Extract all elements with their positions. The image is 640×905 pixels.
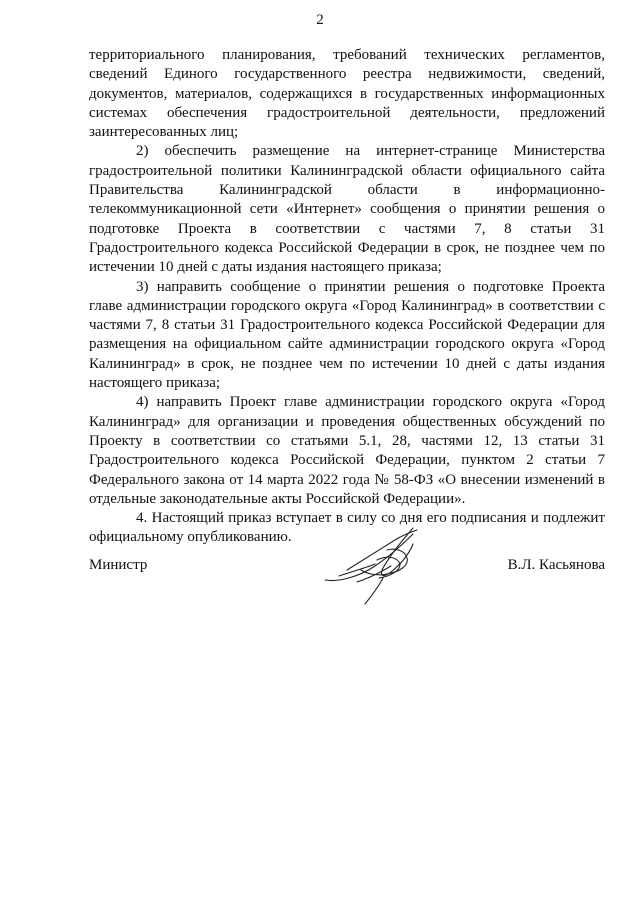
- handwritten-signature: [317, 520, 437, 610]
- signatory-name: В.Л. Касьянова: [507, 557, 605, 573]
- document-body: [89, 46, 605, 548]
- page-number: 2: [316, 12, 324, 28]
- paragraph-continuation: территориального планирования, требований технических регламентов, сведений Единого государственного реестра недвижимости, сведений, документов, материалов, содержащихся в государственных информационных системах обеспечения градостроительной деятельности, предложений заинтересованных лиц;: [89, 47, 605, 141]
- paragraph-item-3: 3) направить сообщение о принятии решения о подготовке Проекта главе администрации городского округа «Город Калининград» в соответствии с частями 7, 8 статьи 31 Градостроительного кодекса Российской Федерации для размещения на официальном сайте администрации городского округа «Город Калининград» в срок, не позднее чем по истечении 10 дней с даты издания настоящего приказа;: [89, 278, 605, 392]
- paragraph-item-4: 4) направить Проект главе администрации городского округа «Город Калининград» для организации и проведения общественных обсуждений по Проекту в соответствии со статьями 5.1, 28, частями 12, 13 статьи 31 Градостроительного кодекса Российской Федерации, пунктом 2 статьи 7 Федерального закона от 14 марта 2022 года № 58-ФЗ «О внесении изменений в отдельные законодательные акты Российской Федерации».: [89, 394, 605, 507]
- signature-block: [89, 548, 605, 618]
- paragraph-item-2: 2) обеспечить размещение на интернет-странице Министерства градостроительной политики Калининградской области официального сайта Правительства Калининградской области в информационно-телекоммуникационной сети «Интернет» сообщения о принятии решения о подготовке Проекта в соответствии с частями 7, 8 статьи 31 Градостроительного кодекса Российской Федерации в срок, не позднее чем по истечении 10 дней с даты издания настоящего приказа;: [89, 143, 605, 276]
- signatory-title: Министр: [89, 557, 148, 573]
- paragraph-clause-4: 4. Настоящий приказ вступает в силу со дня его подписания и подлежит официальному опубликованию.: [89, 510, 605, 546]
